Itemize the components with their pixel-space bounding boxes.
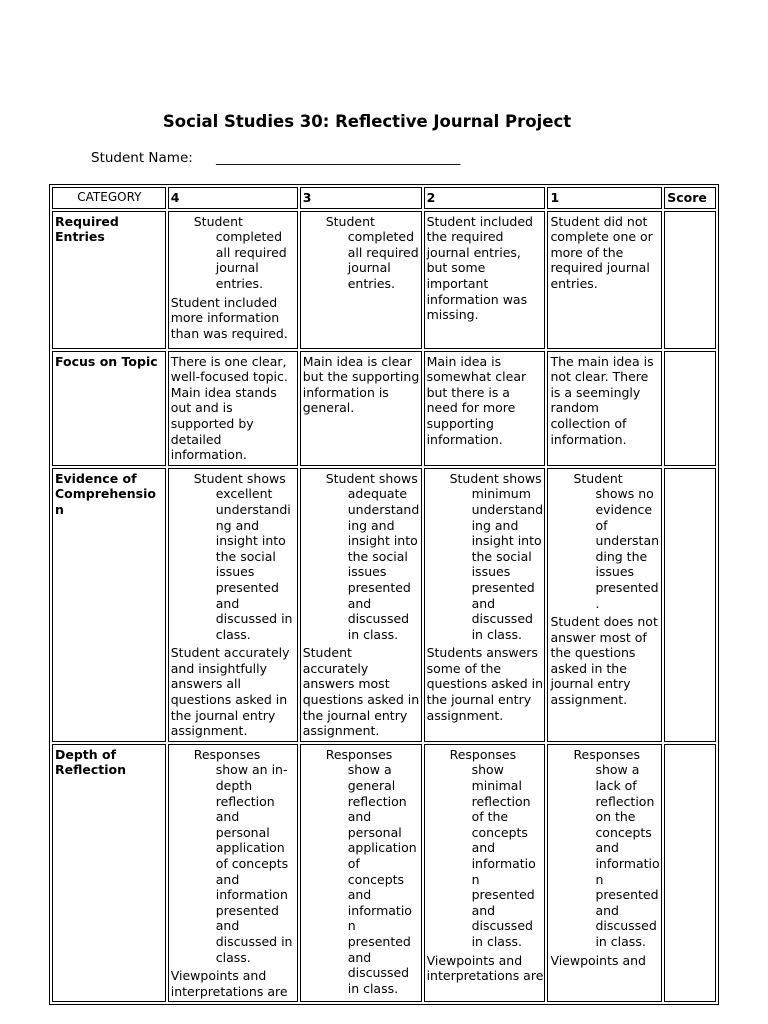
cell-bullet: Student shows excellent understanding and insight into the social issues presented and discussed in class. bbox=[193, 470, 293, 642]
header-category: CATEGORY bbox=[52, 187, 166, 209]
rubric-cell bbox=[547, 351, 662, 466]
category-cell: Focus on Topic bbox=[52, 351, 166, 466]
cell-bullet: Responses show minimal reflection of the concepts and information presented and discussed in class. bbox=[449, 746, 536, 949]
rubric-table bbox=[49, 184, 719, 1005]
cell-text: Student accurately answers most questions asked in the journal entry assignment. bbox=[302, 645, 420, 739]
cell-bullet: Student completed all required journal entries. bbox=[193, 213, 287, 291]
table-row bbox=[52, 744, 716, 1003]
cell-bullet: Responses show a general reflection and personal application of concepts and information presented and discussed in class. bbox=[325, 746, 417, 996]
header-2: 2 bbox=[424, 187, 546, 209]
rubric-cell bbox=[424, 211, 546, 349]
header-row bbox=[52, 187, 716, 209]
cell-text: Student included more information than was required. bbox=[170, 294, 288, 341]
cell-text: Student accurately and insightfully answers all questions asked in the journal entry assignment. bbox=[170, 645, 290, 739]
rubric-cell bbox=[300, 211, 422, 349]
rubric-cell bbox=[300, 744, 422, 1003]
cell-text: Viewpoints and interpretations are bbox=[426, 952, 544, 984]
cell-text: Viewpoints and interpretations are bbox=[170, 968, 288, 999]
category-cell: Required Entries bbox=[52, 211, 166, 349]
cell-text: Student does not answer most of the questions asked in the journal entry assignment. bbox=[550, 614, 658, 708]
header-1: 1 bbox=[547, 187, 662, 209]
cell-bullet: Student shows minimum understanding and insight into the social issues presented and discussed in class. bbox=[449, 470, 544, 642]
cell-text: The main idea is not clear. There is a seemingly random collection of information. bbox=[550, 353, 654, 447]
cell-text: There is one clear, well-focused topic. Main idea stands out and is supported by detailed information. bbox=[170, 353, 288, 463]
document-title: Social Studies 30: Reflective Journal Project bbox=[162, 112, 572, 131]
score-cell[interactable] bbox=[664, 468, 716, 742]
rubric-cell bbox=[300, 468, 422, 742]
cell-text: Viewpoints and bbox=[550, 952, 646, 968]
category-cell: Evidence of Comprehension bbox=[52, 468, 166, 742]
cell-bullet: Responses show a lack of reflection on the concepts and information presented and discussed in class. bbox=[573, 746, 660, 949]
rubric-cell bbox=[300, 351, 422, 466]
rubric-cell bbox=[424, 744, 546, 1003]
cell-text: Main idea is somewhat clear but there is a need for more supporting information. bbox=[426, 353, 527, 447]
rubric-cell bbox=[424, 468, 546, 742]
score-cell[interactable] bbox=[664, 744, 716, 1003]
rubric-cell bbox=[168, 744, 298, 1003]
cell-text: Main idea is clear but the supporting information is general. bbox=[302, 353, 420, 416]
rubric-cell bbox=[168, 351, 298, 466]
student-name-line[interactable]: _______________________________________ bbox=[216, 150, 460, 166]
table-row bbox=[52, 211, 716, 349]
table-row bbox=[52, 351, 716, 466]
cell-bullet: Student shows adequate understanding and insight into the social issues presented and discussed in class. bbox=[325, 470, 420, 642]
rubric-cell bbox=[547, 744, 662, 1003]
student-name-label: Student Name: bbox=[91, 150, 193, 166]
cell-bullet: Student completed all required journal entries. bbox=[325, 213, 419, 291]
cell-text: Student included the required journal entries, but some important information was missing. bbox=[426, 213, 533, 323]
rubric-cell bbox=[547, 211, 662, 349]
cell-bullet: Responses show an in-depth reflection and personal application of concepts and information presented and discussed in class. bbox=[193, 746, 293, 965]
rubric-cell bbox=[168, 211, 298, 349]
cell-bullet: Student shows no evidence of understanding the issues presented. bbox=[573, 470, 660, 611]
cell-text: Students answers some of the questions asked in the journal entry assignment. bbox=[426, 645, 544, 723]
score-cell[interactable] bbox=[664, 211, 716, 349]
score-cell[interactable] bbox=[664, 351, 716, 466]
header-4: 4 bbox=[168, 187, 298, 209]
cell-text: Student did not complete one or more of the required journal entries. bbox=[550, 213, 653, 291]
header-score: Score bbox=[664, 187, 716, 209]
table-row bbox=[52, 468, 716, 742]
rubric-cell bbox=[424, 351, 546, 466]
rubric-cell bbox=[168, 468, 298, 742]
category-cell: Depth of Reflection bbox=[52, 744, 166, 1003]
header-3: 3 bbox=[300, 187, 422, 209]
rubric-cell bbox=[547, 468, 662, 742]
